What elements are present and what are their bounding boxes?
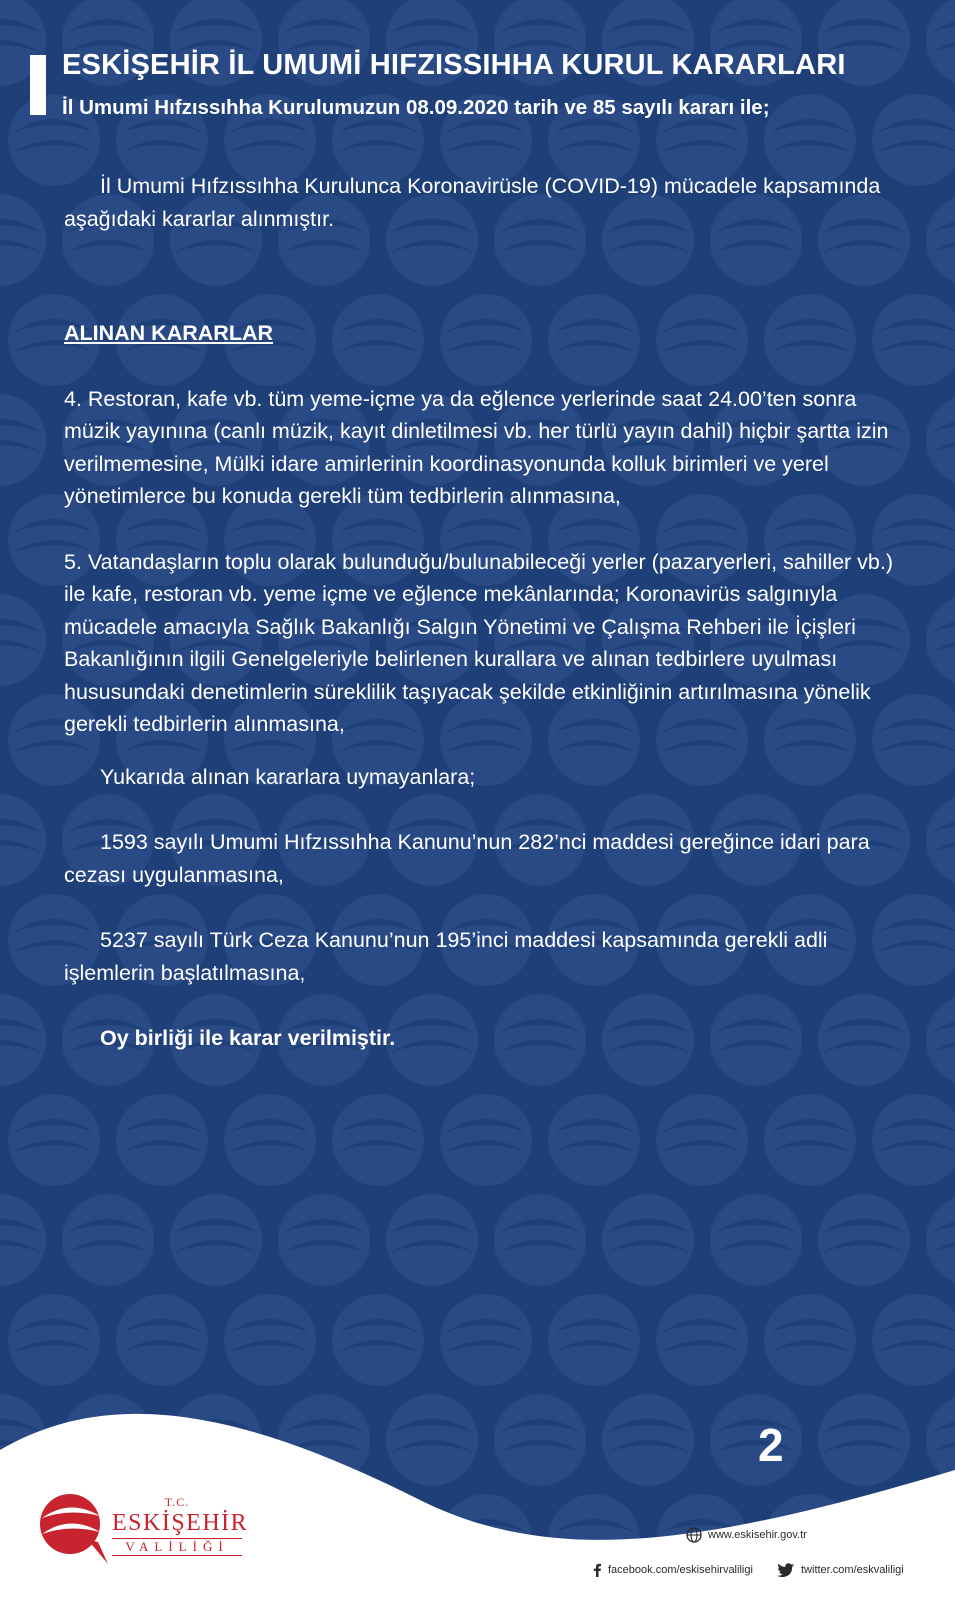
decisions-heading: ALINAN KARARLAR [64,321,274,345]
closing-statement: Oy birliği ile karar verilmiştir. [100,1026,396,1050]
pattern-emblem [440,1294,532,1386]
warning-paragraph: Yukarıda alınan kararlara uymayanlara; [100,764,476,789]
pattern-emblem [764,1094,856,1186]
decision-text [64,170,914,1055]
facebook-icon [592,1563,602,1577]
pattern-emblem [926,0,955,86]
twitter-link[interactable] [777,1563,904,1577]
twitter-url: twitter.com/eskvaliligi [801,1564,904,1576]
pattern-emblem [170,1194,262,1286]
pattern-emblem [278,1194,370,1286]
pattern-emblem [116,1094,208,1186]
pattern-emblem [440,1094,532,1186]
pattern-emblem [332,1094,424,1186]
twitter-icon [777,1563,795,1577]
globe-icon [686,1527,702,1543]
logo-subtitle: VALİLİĞİ [112,1538,242,1556]
pattern-emblem [764,1294,856,1386]
pattern-emblem [872,1094,955,1186]
website-url: www.eskisehir.gov.tr [708,1529,807,1541]
eskisehir-emblem-icon [28,1480,118,1570]
logo-name: ESKİŞEHİR [112,1510,249,1536]
pattern-emblem [116,1294,208,1386]
page-number: 2 [758,1419,784,1471]
pattern-emblem [926,194,955,286]
pattern-emblem [926,394,955,486]
pattern-emblem [224,1094,316,1186]
pattern-emblem [926,594,955,686]
pattern-emblem [602,1194,694,1286]
pattern-emblem [0,394,46,486]
governorship-logo [112,1495,249,1556]
pattern-emblem [710,1194,802,1286]
pattern-emblem [548,1094,640,1186]
pattern-emblem [656,1294,748,1386]
pattern-emblem [818,1194,910,1286]
pattern-emblem [8,1094,100,1186]
decision-item-5: 5. Vatandaşların toplu olarak bulunduğu/bulunabileceği yerler (pazaryerleri, sahiller vb.) ile kafe, restoran vb. yeme içme ve eğlence mekânlarında; Koronavirüs salgınıyla mücadele amacıyla Sağlık Bakanlığı Salgın Yönetimi ve Çalışma Rehberi ile İçişleri Bakanlığının ilgili Genelgeleriyle belirlenen kurallara ve alınan tedbirlere uyulması hususundaki denetimlerin süreklilik taşıyacak şekilde etkinliğinin artırılmasına yönelik gerekli tedbirlerin alınmasına, [64,549,894,736]
pattern-emblem [0,194,46,286]
page-title: ESKİŞEHİR İL UMUMİ HIFZISSIHHA KURUL KARARLARI [62,49,846,81]
pattern-emblem [0,1194,46,1286]
decision-item-4: 4. Restoran, kafe vb. tüm yeme-içme ya da eğlence yerlerinde saat 24.00’ten sonra müzik yayınına (canlı müzik, kayıt dinletilmesi vb. her türlü yayın dahil) hiçbir şartta izin verilmemesine, Mülki idare amirlerinin koordinasyonunda kolluk birimleri ve yerel yönetimlerce bu konuda gerekli tüm tedbirlerin alınmasına, [64,386,889,508]
logo-tc: T.C. [164,1495,190,1509]
pattern-emblem [8,1294,100,1386]
pattern-emblem [224,1294,316,1386]
pattern-emblem [62,1194,154,1286]
pattern-emblem [494,1194,586,1286]
intro-paragraph: İl Umumi Hıfzıssıhha Kurulunca Koronavirüsle (COVID-19) mücadele kapsamında aşağıdaki kararlar alınmıştır. [64,174,881,231]
website-link[interactable] [686,1527,807,1543]
penalty-paragraph-2: 5237 sayılı Türk Ceza Kanunu’nun 195’inci maddesi kapsamında gerekli adli işlemlerin başlatılmasına, [64,928,828,985]
penalty-paragraph-1: 1593 sayılı Umumi Hıfzıssıhha Kanunu’nun 282’nci maddesi gereğince idari para cezası uygulanmasına, [64,830,870,887]
title-accent-bar [30,55,46,115]
pattern-emblem [872,1294,955,1386]
facebook-link[interactable] [592,1563,753,1577]
pattern-emblem [0,994,46,1086]
pattern-emblem [926,994,955,1086]
facebook-url: facebook.com/eskisehirvaliligi [608,1564,753,1576]
pattern-emblem [386,1194,478,1286]
page-subtitle: İl Umumi Hıfzıssıhha Kurulumuzun 08.09.2020 tarih ve 85 sayılı kararı ile; [62,96,770,119]
pattern-emblem [0,594,46,686]
pattern-emblem [926,794,955,886]
pattern-emblem [0,794,46,886]
pattern-emblem [656,1094,748,1186]
pattern-emblem [926,1194,955,1286]
pattern-emblem [548,1294,640,1386]
pattern-emblem [332,1294,424,1386]
